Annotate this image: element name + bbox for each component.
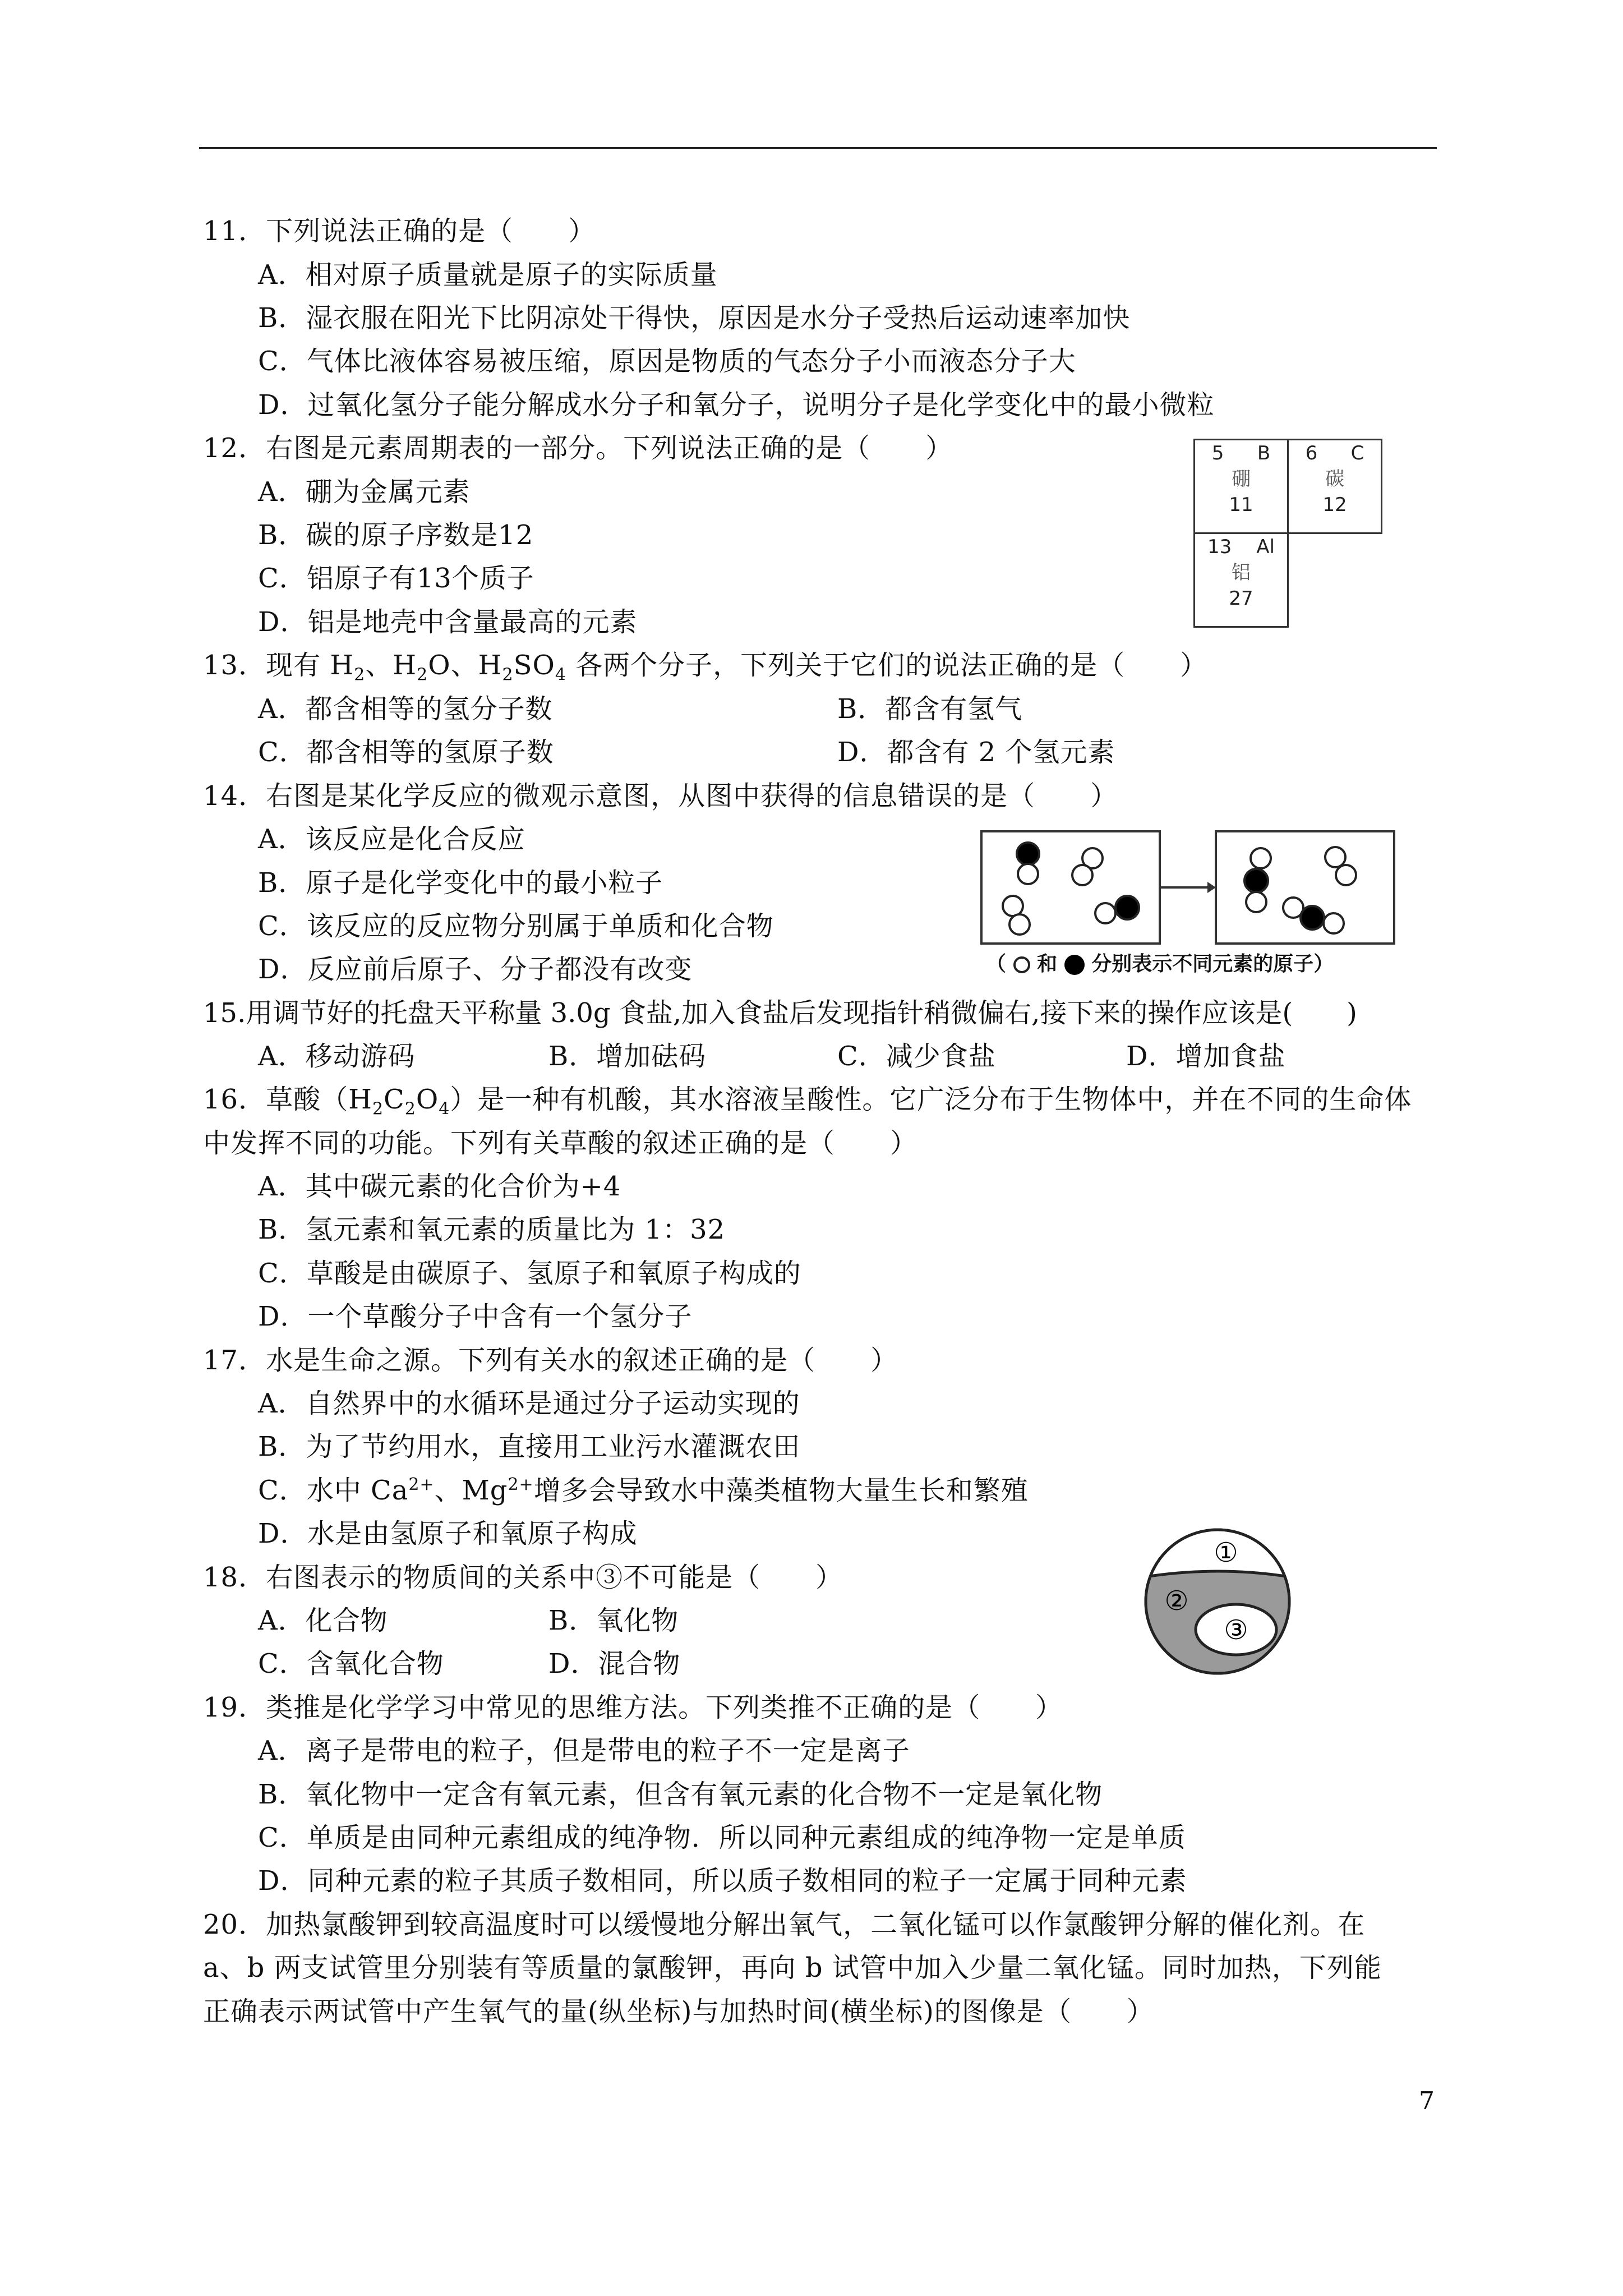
- element-name: 碳: [1325, 468, 1344, 490]
- reaction-arrow-head: [1207, 882, 1216, 893]
- q14-option-c: C．该反应的反应物分别属于单质和化合物: [258, 910, 774, 942]
- atomic-number: 5: [1211, 442, 1224, 464]
- element-cell-boron: [1193, 439, 1289, 534]
- atomic-mass: 12: [1322, 494, 1347, 516]
- reaction-diagram: [980, 830, 1395, 982]
- q17-stem: 17．水是生命之源。下列有关水的叙述正确的是（ ）: [203, 1345, 898, 1376]
- legend-prefix: （: [986, 953, 1007, 976]
- atomic-mass: 11: [1229, 494, 1253, 516]
- q19-option-b: B．氧化物中一定含有氧元素，但含有氧元素的化合物不一定是氧化物: [258, 1779, 1103, 1810]
- q18-option-d: D．混合物: [548, 1648, 681, 1680]
- venn-label-1: ①: [1214, 1537, 1238, 1568]
- q13-option-d: D．都含有 2 个氢元素: [837, 737, 1115, 768]
- element-cell-carbon: [1287, 439, 1382, 534]
- q11-stem: 11．下列说法正确的是（ ）: [203, 215, 596, 247]
- q13-option-b: B．都含有氢气: [837, 693, 1023, 725]
- legend-and: 和: [1037, 953, 1058, 976]
- element-symbol: B: [1257, 442, 1271, 464]
- reaction-molecules: [980, 830, 1395, 948]
- q14-stem: 14．右图是某化学反应的微观示意图，从图中获得的信息错误的是（ ）: [203, 780, 1118, 812]
- q18-stem: 18．右图表示的物质间的关系中③不可能是（ ）: [203, 1562, 843, 1593]
- q17-c-suffix: 增多会导致水中藻类植物大量生长和繁殖: [533, 1475, 1029, 1506]
- element-name: 铝: [1232, 562, 1251, 584]
- element-name: 硼: [1232, 468, 1251, 490]
- q14-option-a: A．该反应是化合反应: [258, 823, 525, 855]
- header-rule: [199, 147, 1437, 149]
- q16-stem-prefix: 16．草酸（: [203, 1084, 349, 1115]
- q19-stem: 19．类推是化学学习中常见的思维方法。下列类推不正确的是（ ）: [203, 1692, 1063, 1723]
- q11-option-c: C．气体比液体容易被压缩，原因是物质的气态分子小而液态分子大: [258, 346, 1076, 377]
- reaction-legend: [986, 948, 1334, 977]
- q12-option-c: C．铝原子有13个质子: [258, 563, 534, 594]
- q15-option-d: D．增加食盐: [1126, 1041, 1286, 1072]
- element-cell-aluminum: [1193, 532, 1289, 628]
- q16-stem-line1: 16．草酸$(H_2C_2O_4)$是一种有机酸，其水溶液呈酸性。它广泛分布于生物体中，并在不同的生命体: [203, 1084, 1412, 1119]
- atomic-number: 6: [1305, 442, 1318, 464]
- set-relation-diagram: [1142, 1526, 1293, 1680]
- q12-option-b: B．碳的原子序数是12: [258, 519, 534, 551]
- q16-option-b: B．氢元素和氧元素的质量比为 1：32: [258, 1214, 726, 1245]
- q20-stem-line3: 正确表示两试管中产生氧气的量(纵坐标)与加热时间(横坐标)的图像是（ ）: [203, 1996, 1154, 2027]
- q19-option-d: D．同种元素的粒子其质子数相同，所以质子数相同的粒子一定属于同种元素: [258, 1865, 1187, 1897]
- q20-stem-line2: a、b 两支试管里分别装有等质量的氯酸钾，再向 b 试管中加入少量二氧化锰。同时加热，下列能: [203, 1952, 1382, 1984]
- q13-stem: 13．现有 $H_2$、$H_2O$、$H_2SO_4$ 各两个分子，下列关于它们的说法正确的是（ ）: [203, 650, 1208, 685]
- venn-label-3: ③: [1224, 1614, 1248, 1646]
- q12-option-a: A．硼为金属元素: [258, 476, 471, 508]
- q17-option-a: A．自然界中的水循环是通过分子运动实现的: [258, 1388, 800, 1419]
- q14-option-d: D．反应前后原子、分子都没有改变: [258, 954, 693, 985]
- black-atom-icon: [1064, 955, 1085, 975]
- q13-option-a: A．都含相等的氢分子数: [258, 693, 553, 725]
- periodic-table-fragment: [1193, 439, 1389, 634]
- q16-stem-line2: 中发挥不同的功能。下列有关草酸的叙述正确的是（ ）: [203, 1128, 918, 1159]
- q17-option-c: C．水中 $Ca^{2+}$、$Mg^{2+}$增多会导致水中藻类植物大量生长和繁殖: [258, 1475, 1029, 1506]
- reactants-box: [981, 831, 1160, 944]
- q11-option-d: D．过氧化氢分子能分解成水分子和氧分子，说明分子是化学变化中的最小微粒: [258, 389, 1215, 421]
- element-symbol: Al: [1256, 536, 1275, 558]
- q13-option-c: C．都含相等的氢原子数: [258, 737, 554, 768]
- q17-c-prefix: C．水中 Ca: [258, 1475, 409, 1506]
- q12-stem: 12．右图是元素周期表的一部分。下列说法正确的是（ ）: [203, 432, 953, 464]
- venn-circles: [1142, 1526, 1293, 1677]
- q15-stem: 15.用调节好的托盘天平称量 3.0g 食盐,加入食盐后发现指针稍微偏右,接下来的操作应该是( ): [203, 997, 1357, 1029]
- atomic-number: 13: [1207, 536, 1232, 558]
- q18-option-b: B．氧化物: [548, 1605, 679, 1636]
- q16-option-a: A．其中碳元素的化合价为+4: [258, 1171, 621, 1202]
- q17-c-mid: 、Mg: [434, 1475, 508, 1506]
- q12-option-d: D．铝是地壳中含量最高的元素: [258, 606, 638, 638]
- q16-stem-suffix: ）是一种有机酸，其水溶液呈酸性。它广泛分布于生物体中，并在不同的生命体: [450, 1084, 1412, 1115]
- q19-option-a: A．离子是带电的粒子，但是带电的粒子不一定是离子: [258, 1735, 910, 1766]
- legend-text: 分别表示不同元素的原子）: [1091, 953, 1334, 976]
- q16-option-c: C．草酸是由碳原子、氢原子和氧原子构成的: [258, 1258, 801, 1289]
- atomic-mass: 27: [1229, 587, 1253, 610]
- q15-option-a: A．移动游码: [258, 1041, 416, 1072]
- q17-option-b: B．为了节约用水，直接用工业污水灌溉农田: [258, 1431, 801, 1462]
- q19-option-c: C．单质是由同种元素组成的纯净物．所以同种元素组成的纯净物一定是单质: [258, 1822, 1186, 1853]
- q13-stem-prefix: 13．现有: [203, 650, 330, 681]
- q17-option-d: D．水是由氢原子和氧原子构成: [258, 1518, 638, 1549]
- q20-stem-line1: 20．加热氯酸钾到较高温度时可以缓慢地分解出氧气，二氧化锰可以作氯酸钾分解的催化剂。在: [203, 1909, 1366, 1940]
- page-number: 7: [1419, 2087, 1435, 2115]
- element-symbol: C: [1350, 442, 1364, 464]
- q14-option-b: B．原子是化学变化中的最小粒子: [258, 867, 663, 899]
- white-atom-icon: [1013, 956, 1030, 973]
- q15-option-c: C．减少食盐: [837, 1041, 996, 1072]
- q18-option-a: A．化合物: [258, 1605, 388, 1636]
- venn-label-2: ②: [1164, 1585, 1189, 1617]
- q11-option-b: B．湿衣服在阳光下比阴凉处干得快，原因是水分子受热后运动速率加快: [258, 302, 1131, 334]
- q13-stem-suffix: 各两个分子，下列关于它们的说法正确的是（ ）: [566, 650, 1208, 681]
- q11-option-a: A．相对原子质量就是原子的实际质量: [258, 259, 718, 291]
- q15-option-b: B．增加砝码: [548, 1041, 707, 1072]
- q16-option-d: D．一个草酸分子中含有一个氢分子: [258, 1301, 693, 1332]
- q18-option-c: C．含氧化合物: [258, 1648, 444, 1680]
